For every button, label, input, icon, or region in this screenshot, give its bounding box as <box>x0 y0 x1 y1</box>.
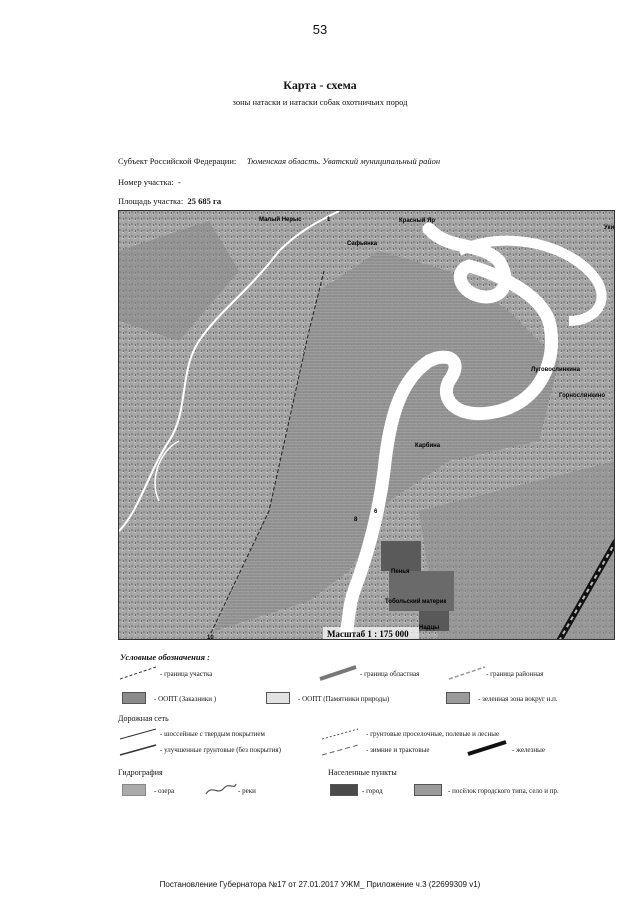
place-label: Тобольский материк <box>385 599 447 605</box>
page-number: 53 <box>312 22 328 37</box>
legend-region-boundary: - граница областная <box>360 670 420 678</box>
plot-number-label: Номер участка: <box>118 177 174 187</box>
legend-city: - город <box>362 787 383 795</box>
legend-plot-boundary: - граница участка <box>160 670 213 678</box>
place-label: Пенья <box>391 569 410 575</box>
place-label: Надцы <box>419 625 440 631</box>
legend-oopt-reserves: - ООПТ (Заказники ) <box>154 695 217 703</box>
marker-label: 8 <box>354 517 358 523</box>
legend-railway: - железные <box>512 746 545 754</box>
legend-road-winter-symbol <box>320 743 360 757</box>
legend-oopt-monuments: - ООПТ (Памятники природы) <box>298 695 390 703</box>
marker-label: 6 <box>374 509 378 515</box>
legend-lakes: - озера <box>154 787 175 795</box>
legend-road-winter: - зимние и трактовые <box>366 746 430 754</box>
settlement-tobolsk <box>389 571 454 611</box>
legend-rivers: - реки <box>238 787 256 795</box>
marker-label: 1 <box>327 217 331 223</box>
plot-number-line <box>118 177 181 187</box>
place-label: Луговослинкина <box>531 367 580 373</box>
legend-road-improved-symbol <box>118 743 158 757</box>
legend-green-zone-swatch <box>446 692 470 704</box>
legend-district-boundary: - граница районная <box>486 670 544 678</box>
legend-village: - посёлок городского типа, село и пр. <box>448 787 559 795</box>
map-scale: Масштаб 1 : 175 000 <box>327 629 409 639</box>
map-area <box>118 210 615 640</box>
legend-region-boundary-symbol <box>318 665 358 681</box>
map-svg <box>119 211 615 640</box>
legend-district-boundary-symbol <box>447 665 487 681</box>
legend-green-zone: - зеленная зона вокруг н.п. <box>478 695 558 703</box>
place-label: Горнослинкино <box>559 393 606 399</box>
map-subtitle: зоны натаски и натаски собак охотничьих пород <box>232 97 408 107</box>
place-label: Уки <box>604 225 615 231</box>
marker-label: 10 <box>207 635 214 640</box>
legend-railway-symbol <box>466 740 508 756</box>
place-label: Карбина <box>415 443 441 449</box>
plot-number-value: - <box>177 177 181 187</box>
legend-village-swatch <box>414 784 442 796</box>
subject-value: Тюменская область. Уватский муниципальный район <box>246 156 441 166</box>
place-label: Сафьянка <box>347 241 378 247</box>
area-label: Площадь участка: <box>118 196 184 206</box>
legend-title: Условные обозначения : <box>120 652 210 662</box>
document-footer: Постановление Губернатора №17 от 27.01.2017 УЖМ_ Приложение ч.3 (22699309 v1) <box>159 880 481 889</box>
legend-roads-title: Дорожная сеть <box>118 714 169 723</box>
place-label: Красный Яр <box>399 218 436 224</box>
settlement-penya <box>381 541 421 571</box>
legend-road-paved: - шоссейные с твердым покрытием <box>160 730 265 738</box>
legend-city-swatch <box>330 784 358 796</box>
legend-plot-boundary-symbol <box>118 665 158 681</box>
area-value: 25 685 га <box>187 196 222 206</box>
area-line <box>118 196 221 206</box>
subject-label: Субъект Российской Федерации: <box>118 156 237 166</box>
legend-road-improved: - улучшенные грунтовые (без покрытия) <box>160 746 281 754</box>
legend-road-dirt-symbol <box>320 727 360 741</box>
legend-lake-swatch <box>122 784 146 796</box>
subject-line <box>118 156 440 166</box>
legend-river-symbol <box>204 780 238 798</box>
legend-road-dirt: - грунтовые проселочные, полевые и лесные <box>366 730 500 738</box>
legend-oopt-monuments-swatch <box>266 692 290 704</box>
place-label: Малый Нерыс <box>259 217 302 223</box>
map-title: Карта - схема <box>283 78 357 92</box>
legend-oopt-swatch <box>122 692 146 704</box>
legend-hydro-title: Гидрография <box>118 768 163 777</box>
legend-settlements-title: Населенные пункты <box>328 768 397 777</box>
legend-road-paved-symbol <box>118 727 158 741</box>
